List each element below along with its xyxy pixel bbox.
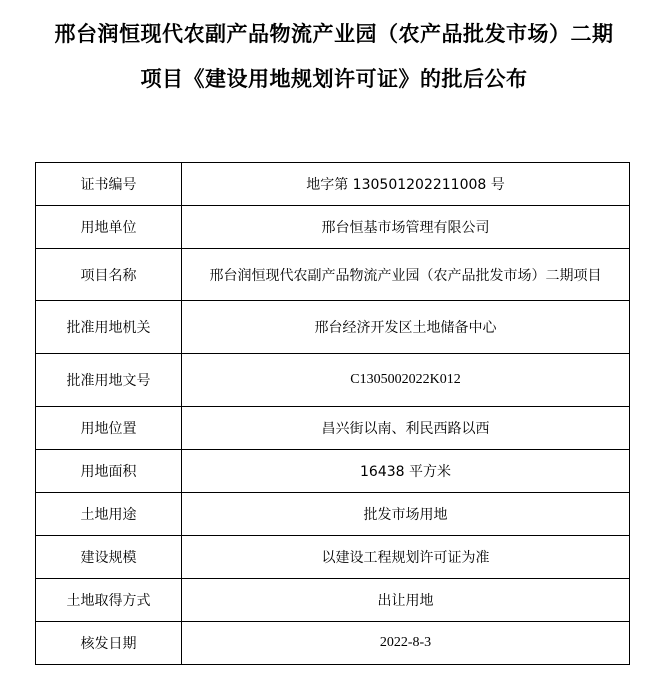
row-label: 证书编号 bbox=[36, 163, 182, 206]
row-value: 16438 平方米 bbox=[182, 450, 630, 493]
table-row-land-location bbox=[36, 407, 630, 450]
row-value: 邢台恒基市场管理有限公司 bbox=[182, 206, 630, 249]
row-label: 批准用地文号 bbox=[36, 354, 182, 407]
row-label: 用地位置 bbox=[36, 407, 182, 450]
table-row-acquisition-method bbox=[36, 579, 630, 622]
document-title-line-2: 项目《建设用地规划许可证》的批后公布 bbox=[140, 67, 528, 91]
row-value: 2022-8-3 bbox=[182, 622, 630, 665]
row-value: 邢台润恒现代农副产品物流产业园（农产品批发市场）二期项目 bbox=[182, 249, 630, 301]
row-label: 土地用途 bbox=[36, 493, 182, 536]
table-row-approval-document-number bbox=[36, 354, 630, 407]
row-label: 用地面积 bbox=[36, 450, 182, 493]
row-label: 批准用地机关 bbox=[36, 301, 182, 354]
table-row-construction-scale bbox=[36, 536, 630, 579]
row-value: 出让用地 bbox=[182, 579, 630, 622]
row-label: 核发日期 bbox=[36, 622, 182, 665]
table-row-certificate-number bbox=[36, 163, 630, 206]
row-label: 建设规模 bbox=[36, 536, 182, 579]
row-value: 地字第 130501202211008 号 bbox=[182, 163, 630, 206]
permit-table bbox=[35, 162, 630, 665]
table-row-issue-date bbox=[36, 622, 630, 665]
row-label: 项目名称 bbox=[36, 249, 182, 301]
table-row-project-name bbox=[36, 249, 630, 301]
row-value: 批发市场用地 bbox=[182, 493, 630, 536]
row-value: 以建设工程规划许可证为准 bbox=[182, 536, 630, 579]
row-label: 土地取得方式 bbox=[36, 579, 182, 622]
document-title-line-1: 邢台润恒现代农副产品物流产业园（农产品批发市场）二期 bbox=[54, 22, 614, 46]
row-value: 邢台经济开发区土地储备中心 bbox=[182, 301, 630, 354]
table-row-land-area bbox=[36, 450, 630, 493]
row-value: 昌兴街以南、利民西路以西 bbox=[182, 407, 630, 450]
row-label: 用地单位 bbox=[36, 206, 182, 249]
table-row-land-user bbox=[36, 206, 630, 249]
row-value: C1305002022K012 bbox=[182, 354, 630, 407]
table-row-land-use bbox=[36, 493, 630, 536]
table-row-approving-authority bbox=[36, 301, 630, 354]
